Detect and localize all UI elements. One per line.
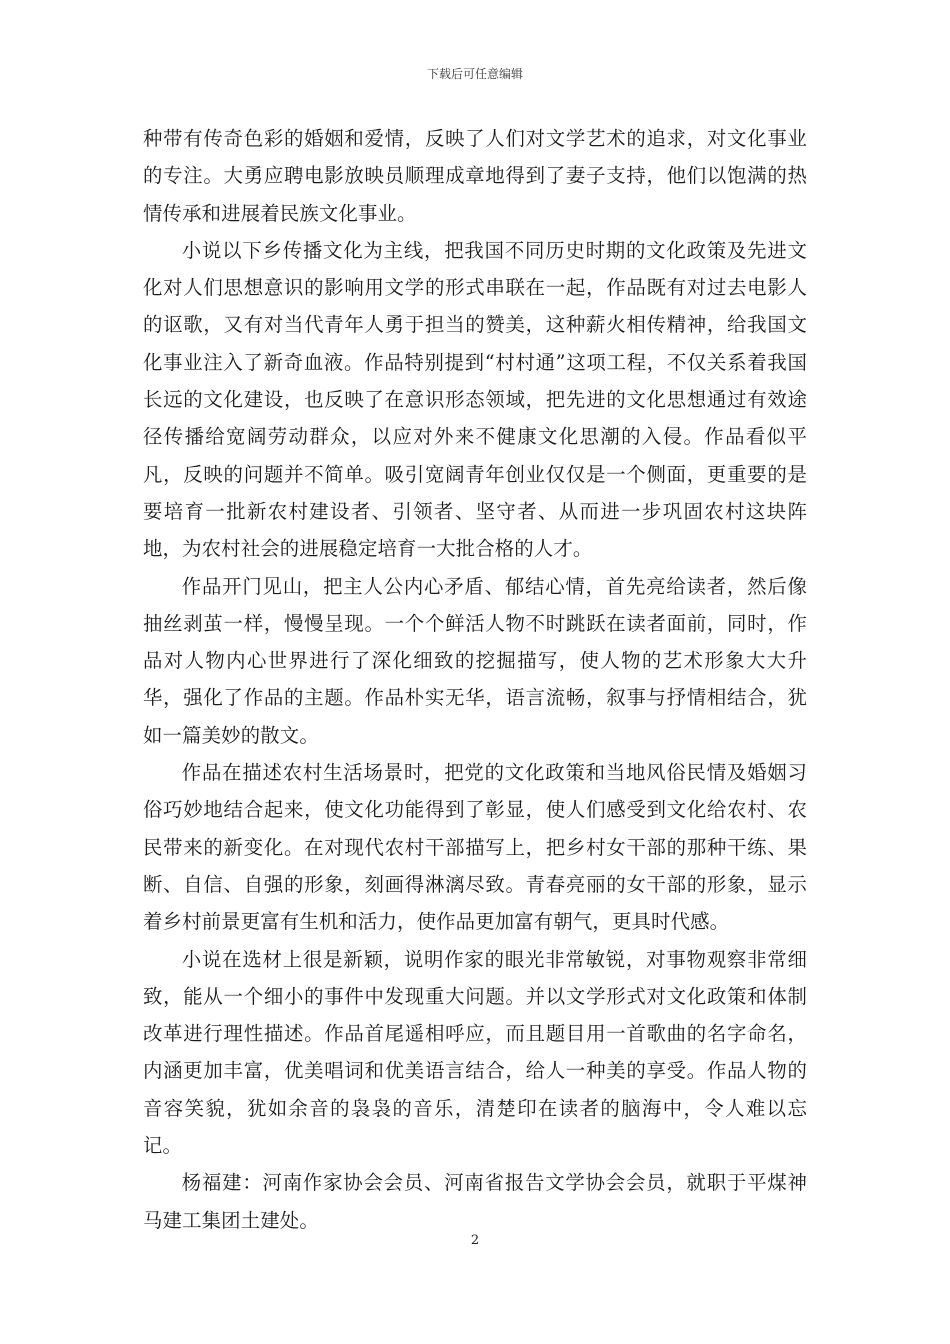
paragraph-opening-style: 作品开门见山，把主人公内心矛盾、郁结心情，首先亮给读者，然后像抽丝剥茧一样，慢慢呈现。一个个鲜活人物不时跳跃在读者面前，同时，作品对人物内心世界进行了深化细致的挖掘描写，使人物的艺术形象大大升华，强化了作品的主题。作品朴实无华，语言流畅，叙事与抒情相结合，犹如一篇美妙的散文。: [143, 574, 807, 747]
paragraph-rural-scenes: 作品在描述农村生活场景时，把党的文化政策和当地风俗民情及婚姻习俗巧妙地结合起来，使文化功能得到了彰显，使人们感受到文化给农村、农民带来的新变化。在对现代农村干部描写上，把乡村女干部的那种干练、果断、自信、自强的形象，刻画得淋漓尽致。青春亮丽的女干部的形象，显示着乡村前景更富有生机和活力，使作品更加富有朝气，更具时代感。: [143, 761, 807, 934]
page-number: 2: [470, 1233, 480, 1248]
document-body: [143, 120, 807, 1239]
paragraph-subject-choice: 小说在选材上很是新颖，说明作家的眼光非常敏锐，对事物观察非常细致，能从一个细小的事件中发现重大问题。并以文学形式对文化政策和体制改革进行理性描述。作品首尾遥相呼应，而且题目用一首歌曲的名字命名，内涵更加丰富，优美唱词和优美语言结合，给人一种美的享受。作品人物的音容笑貌，犹如余音的袅袅的音乐，清楚印在读者的脑海中，令人难以忘记。: [143, 947, 807, 1158]
page-header: 下载后可任意编辑: [426, 67, 523, 81]
paragraph-continuation: 种带有传奇色彩的婚姻和爱情，反映了人们对文学艺术的追求，对文化事业的专注。大勇应聘电影放映员顺理成章地得到了妻子支持，他们以饱满的热情传承和进展着民族文化事业。: [143, 127, 807, 225]
paragraph-main-theme: 小说以下乡传播文化为主线，把我国不同历史时期的文化政策及先进文化对人们思想意识的影响用文学的形式串联在一起，作品既有对过去电影人的讴歌，又有对当代青年人勇于担当的赞美，这种薪火相传精神，给我国文化事业注入了新奇血液。作品特别提到“村村通”这项工程，不仅关系着我国长远的文化建设，也反映了在意识形态领域，把先进的文化思想通过有效途径传播给宽阔劳动群众，以应对外来不健康文化思潮的入侵。作品看似平凡，反映的问题并不简单。吸引宽阔青年创业仅仅是一个侧面，更重要的是要培育一批新农村建设者、引领者、坚守者、从而进一步巩固农村这块阵地，为农村社会的进展稳定培育一大批合格的人才。: [143, 238, 807, 561]
paragraph-author-bio: 杨福建：河南作家协会会员、河南省报告文学协会会员，就职于平煤神马建工集团土建处。: [143, 1171, 807, 1232]
